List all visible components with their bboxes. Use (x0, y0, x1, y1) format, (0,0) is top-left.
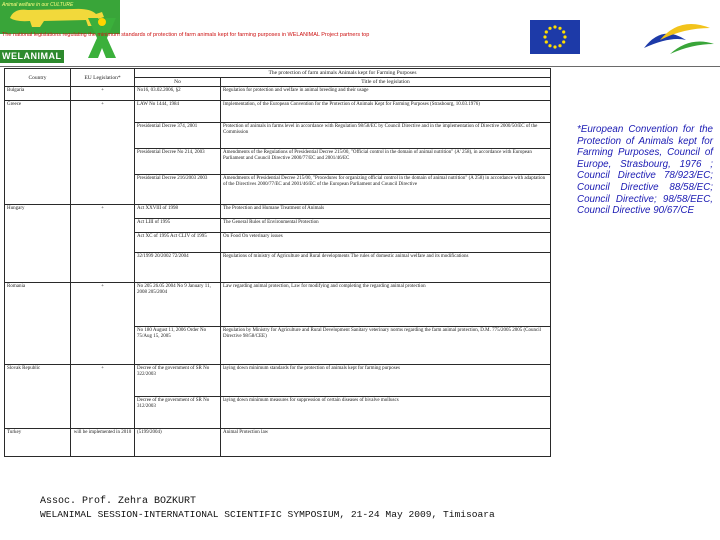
table-row (5, 205, 551, 219)
legislation-table (4, 68, 551, 457)
eu-cell: will be implemented in 2010 (71, 429, 135, 457)
eu-legislation-footnote: *European Convention for the Protection of Animals kept for Farming Purposes, Council of Europe, Strasbourg, 1976 ; Council Directive 78/923/EC; Council Directive 88/58/EC; Council Directive; 98/58/EEC, Council Directive 90/67/CE (577, 124, 713, 217)
title-cell: laying down minimum standards for the protection of animals kept for farming purposes (221, 365, 551, 397)
title-cell: Protection of animals in farms level in accordance with Regulation 98/58/EC by Council Directive and in the implementation of Directive 2000/50/EC of the Commission (221, 123, 551, 149)
no-cell: No 180 August 11, 2006 Order No 75/Aug 15, 2005 (135, 327, 221, 365)
eu-cell: + (71, 283, 135, 365)
table-row (5, 365, 551, 397)
title-cell: Regulations of ministry of Agriculture and Rural developments The rules of domestic animal welfare and its modifications (221, 253, 551, 283)
eu-cell: + (71, 205, 135, 283)
header-title: Title of the legislation (221, 78, 551, 87)
country-cell: Turkey (5, 429, 71, 457)
country-cell: Slovak Republic (5, 365, 71, 429)
table-header-row (5, 69, 551, 78)
table-row (5, 101, 551, 123)
header-caption: The national legislations regulating the minimum standards of protection of farm animals kept for farming purposes in WELANIMAL Project partners top (2, 32, 370, 38)
header-group: The protection of farm animals Animals kept for Farming Purposes (135, 69, 551, 78)
no-cell: 32/1999 20/2002 72/2004 (135, 253, 221, 283)
header-no: No (135, 78, 221, 87)
country-cell: Greece (5, 101, 71, 205)
table-row (5, 87, 551, 101)
author-line: Assoc. Prof. Zehra BOZKURT (40, 496, 197, 507)
no-cell: Decree of the government of SR No 312/2003 (135, 397, 221, 429)
no-cell: No16, 03.02.2006, §2 (135, 87, 221, 101)
eu-flag-icon (530, 20, 580, 54)
title-cell: The Protection and Humane Treatment of Animals (221, 205, 551, 219)
title-cell: The General Rules of Environmental Protection (221, 219, 551, 233)
x-mark-icon (84, 16, 120, 60)
country-cell: Romania (5, 283, 71, 365)
country-cell: Bulgaria (5, 87, 71, 101)
slide-header (0, 0, 720, 64)
eu-cell: + (71, 365, 135, 429)
no-cell: Decree of the government of SR No 322/2003 (135, 365, 221, 397)
event-line: WELANIMAL SESSION-INTERNATIONAL SCIENTIFIC SYMPOSIUM, 21-24 May 2009, Timisoara (40, 509, 495, 520)
title-cell: Animal Protection law (221, 429, 551, 457)
no-cell: (5199/2004) (135, 429, 221, 457)
eu-cell: + (71, 87, 135, 101)
no-cell: Act XXVIII of 1998 (135, 205, 221, 219)
eu-cell: + (71, 101, 135, 205)
title-cell: Amendments of the Regulations of Presidential Decree 215/00, "Official control in the domain of animal nutrition" (A' 258), in accordance with European Parliament and Council Directive 2000/77/EC and 2001/46/EC (221, 149, 551, 175)
title-cell: Regulation for protection and welfare in animal breeding and their usage (221, 87, 551, 101)
table-row (5, 429, 551, 457)
logo-tagline: Animal welfare in our CULTURE (2, 2, 74, 8)
logo-wordmark: WELANIMAL (0, 50, 64, 63)
no-cell: Presidential Decree No 214, 2003 (135, 149, 221, 175)
no-cell: LAW No 1444, 1984 (135, 101, 221, 123)
birds-logo-icon (640, 14, 718, 60)
title-cell: laying down minimum measures for suppression of certain diseases of bivalve molluscs (221, 397, 551, 429)
title-cell: Regulation by Ministry for Agriculture and Rural Development Sanitary veterinary norms regarding the farm animal protection, D.M. 775/2005 2005 (Council Directive 98/58/CEE) (221, 327, 551, 365)
no-cell: Act LIII of 1995 (135, 219, 221, 233)
no-cell: Presidential Decree 216/2003 2003 (135, 175, 221, 205)
header-eu-legislation: EU Legislation* (71, 69, 135, 87)
no-cell: No 205 26.05 2004 No 9 January 11, 2008 205/2004 (135, 283, 221, 327)
header-divider (0, 66, 720, 67)
title-cell: Law regarding animal protection, Law for modifying and completing the regarding animal protection (221, 283, 551, 327)
no-cell: Presidential Decree 374, 2001 (135, 123, 221, 149)
country-cell: Hungary (5, 205, 71, 283)
no-cell: Act XC of 1995 Act CLIV of 1995 (135, 233, 221, 253)
header-country: Country (5, 69, 71, 87)
table-row (5, 283, 551, 327)
title-cell: On Food On veterinary issues (221, 233, 551, 253)
title-cell: Amendments of Presidential Decree 215/00, "Procedures for organizing official control in the domain of animal nutrition" (A 258) in accordance with adaptation of the Directives 2000/77/EC and 2001/46/EC of the European Parliament and Council Directive (221, 175, 551, 205)
title-cell: Implementation, of the European Convention for the Protection of Animals Kept for Farming Purposes (Strasbourg, 10.03.1976) (221, 101, 551, 123)
